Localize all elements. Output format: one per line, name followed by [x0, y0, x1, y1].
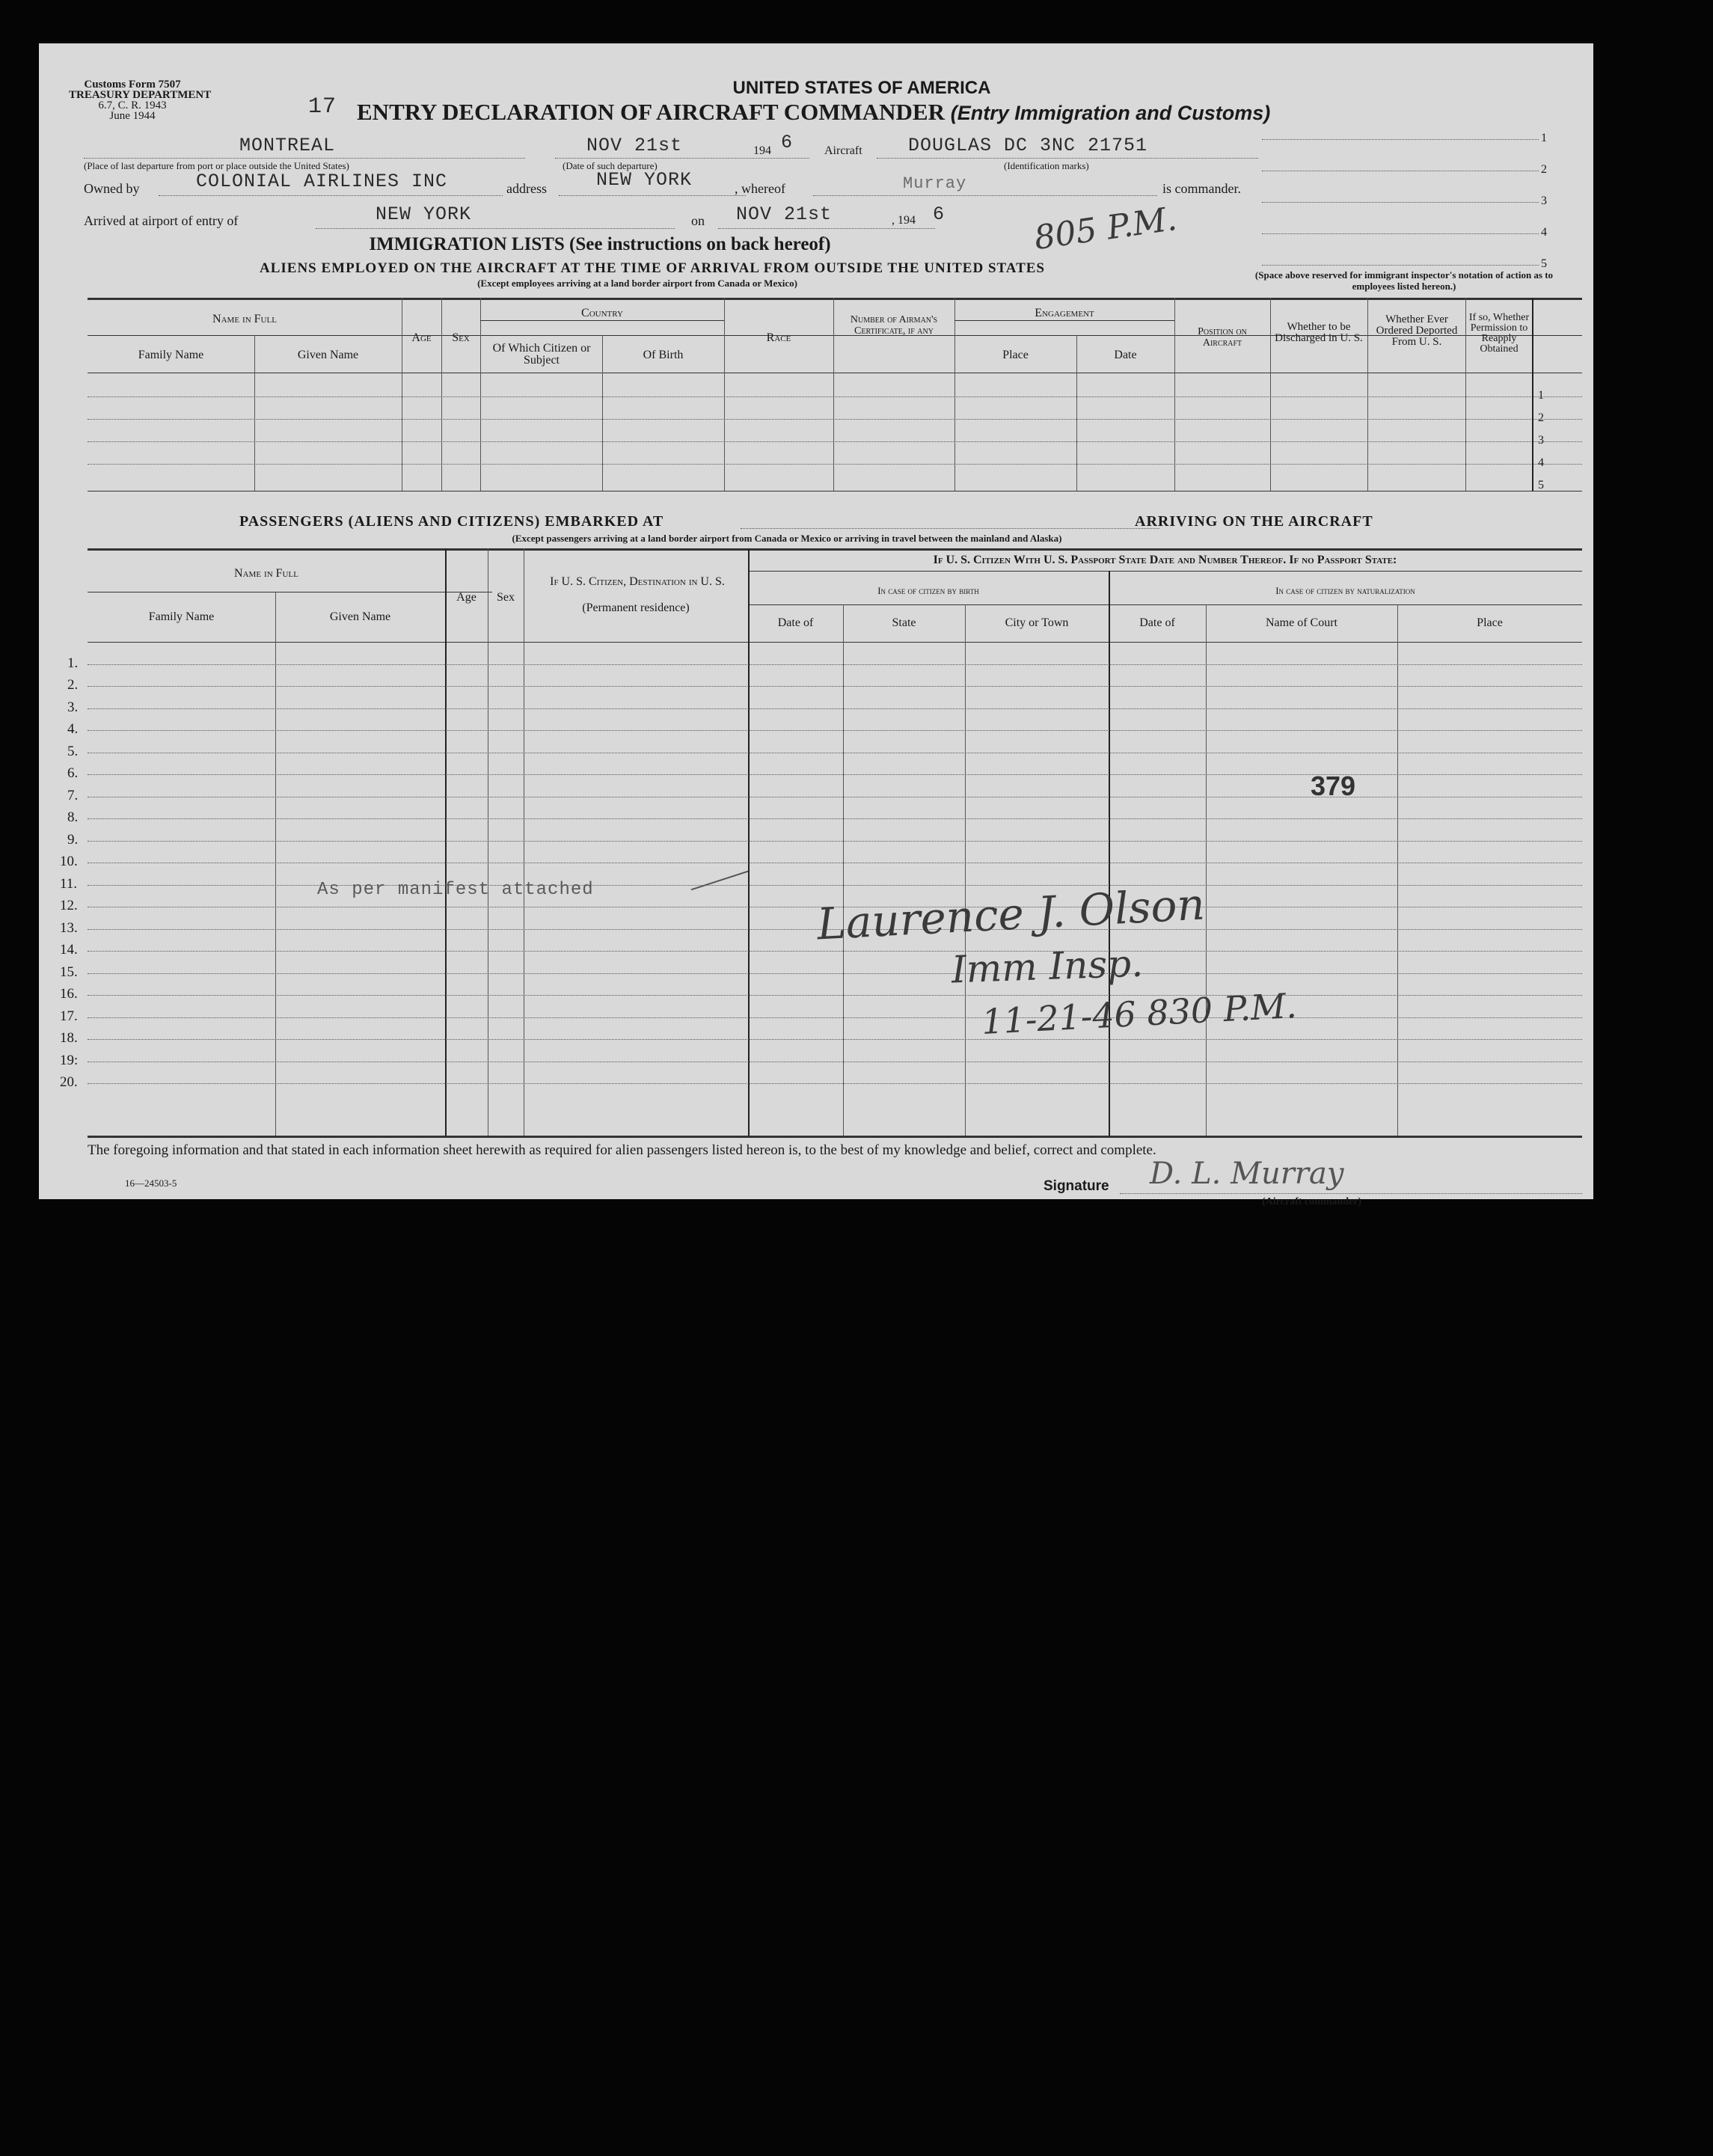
immigration-note: (Except employees arriving at a land border airport from Canada or Mexico) [477, 278, 797, 289]
on-label: on [691, 213, 705, 228]
pcol-city: City or Town [1005, 616, 1069, 629]
arrived-label: Arrived at airport of entry of [84, 213, 239, 228]
sheet-number: 17 [308, 94, 337, 120]
year-suffix-2: 6 [933, 203, 946, 225]
pcol-age: Age [456, 591, 476, 604]
passenger-row-4: 4. [67, 721, 79, 737]
alien-row-2: 2 [1538, 411, 1544, 424]
departure-place-caption: (Place of last departure from port or place outside the United States) [84, 160, 349, 171]
col-deported: Whether Ever Ordered Deported From U. S. [1376, 313, 1458, 348]
passenger-row-18: 18. [60, 1030, 78, 1046]
col-family-name: Family Name [138, 349, 204, 361]
passenger-row-6: 6. [67, 765, 79, 781]
arrived-value: NEW YORK [376, 203, 472, 225]
inspector-title: Imm Insp. [951, 941, 1144, 992]
pcol-sex: Sex [497, 591, 515, 604]
pcol-family-name: Family Name [148, 610, 215, 623]
col-engagement-date: Date [1114, 349, 1137, 361]
passengers-title-right: ARRIVING ON THE AIRCRAFT [1135, 513, 1373, 530]
commander-signature: D. L. Murray [1150, 1157, 1344, 1191]
form-title-main: ENTRY DECLARATION OF AIRCRAFT COMMANDER [357, 99, 945, 125]
arrival-date: NOV 21st [736, 203, 833, 225]
pcol-permanent: (Permanent residence) [582, 601, 690, 614]
passenger-row-3: 3. [67, 699, 79, 715]
form-id-block [69, 79, 212, 122]
immigration-title: IMMIGRATION LISTS (See instructions on back hereof) [369, 234, 831, 254]
country-title: UNITED STATES OF AMERICA [732, 78, 991, 98]
passenger-row-7: 7. [67, 788, 79, 803]
commander-value: Murray [903, 174, 967, 193]
pcol-by-birth: In case of citizen by birth [877, 585, 979, 596]
aircraft-value: DOUGLAS DC 3NC 21751 [908, 135, 1148, 156]
passengers-title-left: PASSENGERS (ALIENS AND CITIZENS) EMBARKED AT [239, 513, 664, 530]
passenger-row-2: 2. [67, 677, 79, 693]
inspector-line-4: 4 [1541, 226, 1547, 239]
col-of-birth: Of Birth [643, 349, 684, 361]
col-name-in-full: Name in Full [212, 313, 277, 325]
signature-label: Signature [1044, 1178, 1109, 1194]
signature-caption: (Aircraft commander) [1262, 1196, 1362, 1207]
col-given-name: Given Name [297, 349, 359, 361]
passenger-row-20: 20. [60, 1074, 78, 1090]
col-engagement-place: Place [1002, 349, 1029, 361]
alien-row-3: 3 [1538, 434, 1544, 447]
passenger-row-17: 17. [60, 1008, 78, 1024]
department: TREASURY DEPARTMENT [69, 89, 212, 101]
passenger-row-8: 8. [67, 809, 79, 825]
pcol-destination: If U. S. Citizen, Destination in U. S. [550, 575, 725, 588]
year-prefix-2: , 194 [892, 214, 916, 227]
pcol-name-in-full: Name in Full [234, 567, 298, 580]
form-date: June 1944 [109, 110, 156, 122]
inspector-line-1: 1 [1541, 132, 1547, 144]
alien-row-1: 1 [1538, 389, 1544, 402]
pcol-date-of-2: Date of [1139, 616, 1175, 629]
pcol-state: State [892, 616, 916, 629]
passenger-row-9: 9. [67, 832, 79, 848]
passenger-row-15: 15. [60, 964, 78, 980]
passenger-row-19: 19: [60, 1053, 79, 1068]
departure-date-caption: (Date of such departure) [563, 160, 658, 171]
immigration-subtitle: ALIENS EMPLOYED ON THE AIRCRAFT AT THE TIME OF ARRIVAL FROM OUTSIDE THE UNITED STATES [259, 260, 1045, 276]
passenger-row-12: 12. [60, 898, 78, 913]
whereof-label: , whereof [735, 181, 785, 196]
col-country: Country [581, 307, 623, 319]
year-prefix-1: 194 [753, 144, 771, 157]
col-position: Position on Aircraft [1198, 326, 1247, 349]
arrival-time-note: 805 P.M. [1032, 199, 1180, 258]
owned-by-value: COLONIAL AIRLINES INC [196, 171, 448, 192]
manifest-note: As per manifest attached [317, 880, 594, 900]
inspector-caption: (Space above reserved for immigrant inspector's notation of action as to employees listed hereon.) [1254, 269, 1554, 292]
alien-row-5: 5 [1538, 479, 1544, 491]
year-suffix-1: 6 [781, 132, 794, 153]
aircraft-label: Aircraft [824, 144, 862, 157]
pcol-passport-header: If U. S. Citizen With U. S. Passport State Date and Number Thereof. If no Passport State: [933, 554, 1397, 566]
col-certificate: Number of Airman's Certificate, if any [850, 314, 938, 337]
owned-by-label: Owned by [84, 181, 140, 196]
col-sex: Sex [452, 331, 470, 344]
manifest-stroke [691, 871, 749, 891]
col-permission: If so, Whether Permission to Reapply Obtained [1468, 312, 1530, 355]
certification-text: The foregoing information and that stated in each information sheet herewith as required for alien passengers listed hereon is, to the best of my knowledge and belief, correct and complete. [88, 1142, 1156, 1158]
inspector-line-2: 2 [1541, 163, 1547, 176]
inspector-signature: Laurence J. Olson [815, 878, 1207, 950]
passenger-row-13: 13. [60, 920, 78, 936]
passenger-row-10: 10. [60, 854, 78, 869]
passenger-row-14: 14. [60, 942, 78, 958]
address-label: address [506, 181, 547, 196]
customs-form-number: Customs Form 7507 [84, 79, 181, 91]
col-race: Race [766, 331, 791, 344]
aircraft-caption: (Identification marks) [1004, 160, 1089, 171]
pcol-date-of: Date of [777, 616, 814, 629]
passenger-row-16: 16. [60, 986, 78, 1002]
col-engagement: Engagement [1035, 307, 1094, 319]
passenger-row-1: 1. [67, 655, 79, 671]
pcol-place: Place [1477, 616, 1503, 629]
form-title-paren: (Entry Immigration and Customs) [950, 102, 1271, 124]
passenger-row-5: 5. [67, 744, 79, 759]
inspection-datetime: 11-21-46 830 P.M. [980, 985, 1298, 1042]
passengers-note: (Except passengers arriving at a land border airport from Canada or Mexico or arriving in travel between the mainland and Alaska) [512, 533, 1062, 544]
address-value: NEW YORK [596, 169, 693, 191]
col-age: Age [411, 331, 432, 344]
stamp-number: 379 [1311, 771, 1356, 801]
alien-row-4: 4 [1538, 456, 1544, 469]
passenger-row-11: 11. [60, 876, 78, 892]
footer-code: 16—24503-5 [125, 1177, 177, 1189]
inspector-line-5: 5 [1541, 257, 1547, 270]
pcol-court: Name of Court [1266, 616, 1337, 629]
inspector-line-3: 3 [1541, 195, 1547, 207]
col-discharged: Whether to be Discharged in U. S. [1275, 321, 1363, 344]
commander-label: is commander. [1162, 181, 1241, 196]
departure-place: MONTREAL [239, 135, 336, 156]
form-title [357, 99, 1270, 126]
pcol-given-name: Given Name [329, 610, 391, 623]
pcol-by-naturalization: In case of citizen by naturalization [1275, 585, 1415, 596]
declaration-form [39, 43, 1593, 1207]
departure-date: NOV 21st [586, 135, 683, 156]
col-citizen-of: Of Which Citizen or Subject [492, 342, 591, 367]
regulation: 6.7, C. R. 1943 [98, 99, 167, 111]
